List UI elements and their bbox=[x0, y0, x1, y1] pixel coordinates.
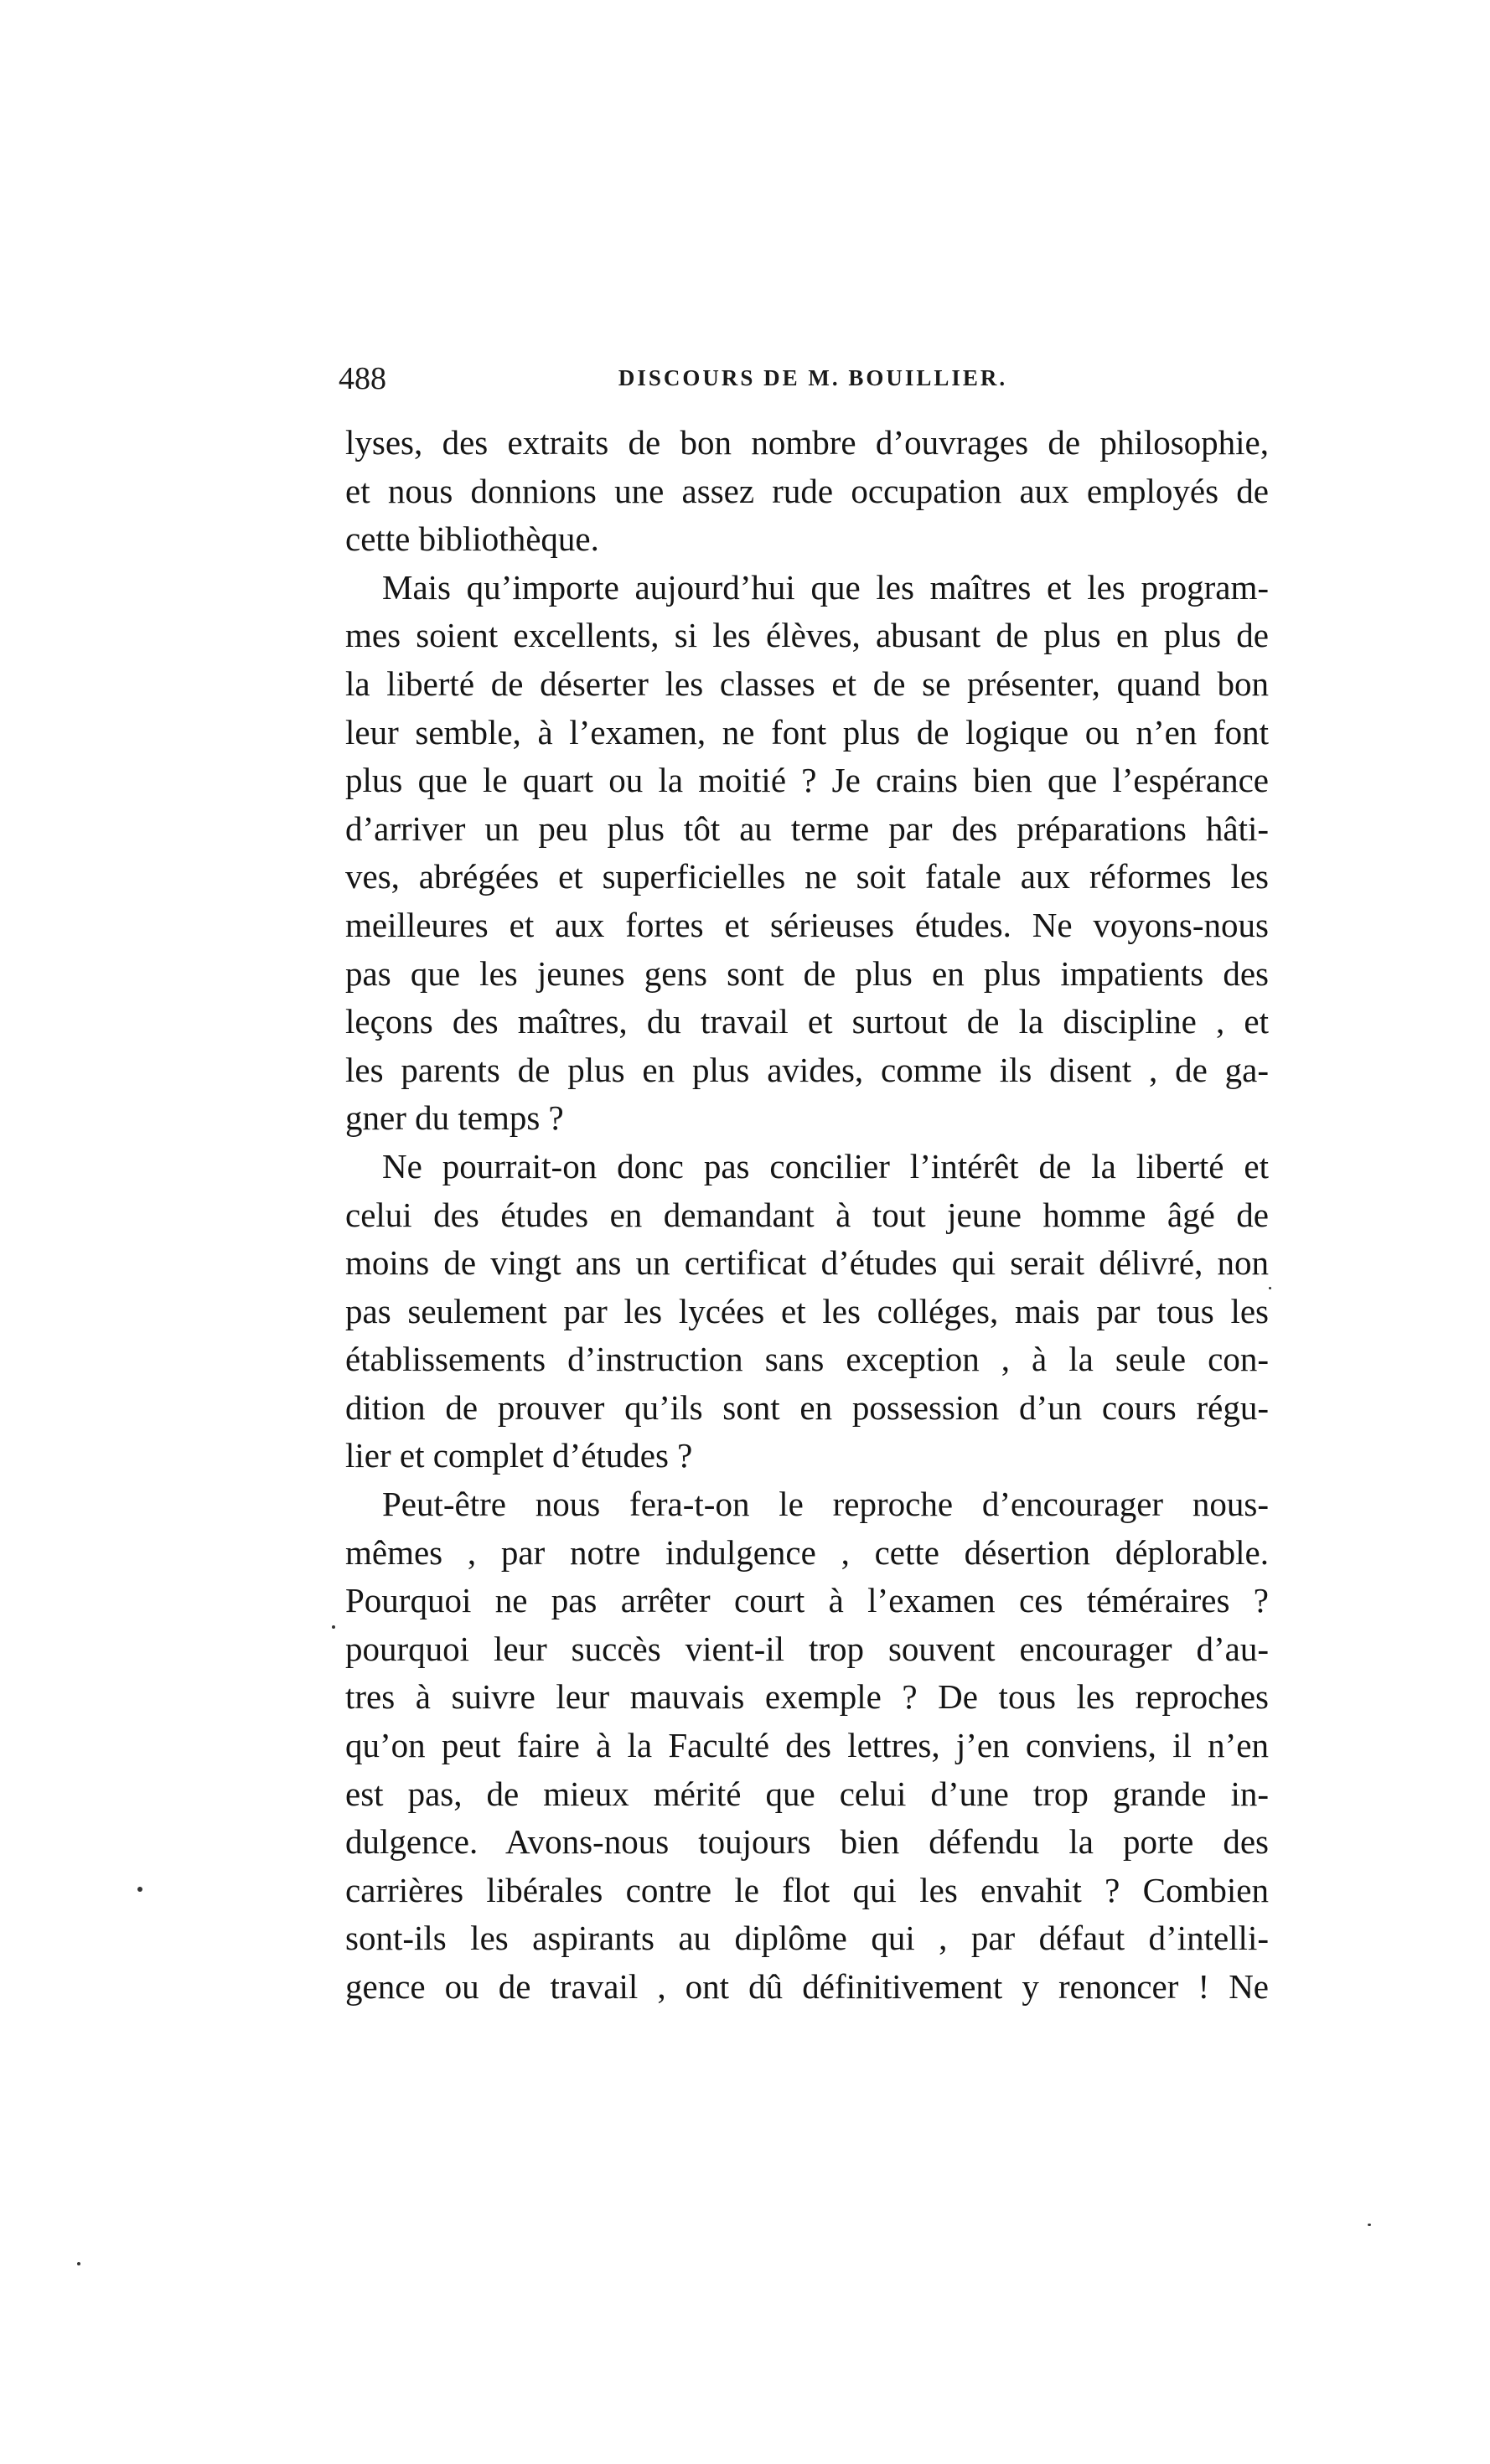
text-line: moins de vingt ans un certificat d’études qui serait délivré, non bbox=[345, 1243, 1269, 1283]
paragraph bbox=[345, 564, 1269, 1143]
text-line: cette bibliothèque. bbox=[345, 519, 599, 559]
paragraph bbox=[345, 1480, 1269, 2012]
paragraph bbox=[345, 1143, 1269, 1480]
text-line: pas que les jeunes gens sont de plus en plus impatients des bbox=[345, 953, 1269, 993]
text-line: d’arriver un peu plus tôt au terme par des préparations hâti- bbox=[345, 808, 1269, 848]
text-line: est pas, de mieux mérité que celui d’une trop grande in- bbox=[345, 1774, 1269, 1813]
text-line: meilleures et aux fortes et sérieuses études. Ne voyons-nous bbox=[345, 905, 1269, 944]
text-line: carrières libérales contre le flot qui les envahit ? Combien bbox=[345, 1870, 1269, 1909]
running-title: DISCOURS DE M. BOUILLIER. bbox=[618, 365, 1008, 390]
text-line: gence ou de travail , ont dû définitivement y renoncer ! Ne bbox=[345, 1967, 1269, 2006]
page-number: 488 bbox=[339, 361, 386, 396]
text-line: celui des études en demandant à tout jeune homme âgé de bbox=[345, 1195, 1269, 1234]
text-line: gner du temps ? bbox=[345, 1098, 564, 1138]
text-line: Ne pourrait-on donc pas concilier l’intérêt de la liberté et bbox=[382, 1146, 1269, 1186]
scan-speck bbox=[1269, 1287, 1271, 1289]
text-line: leçons des maîtres, du travail et surtout de la discipline , et bbox=[345, 1002, 1269, 1041]
text-line: Mais qu’importe aujourd’hui que les maîtres et les program- bbox=[382, 567, 1269, 607]
text-line: Peut-être nous fera-t-on le reproche d’encourager nous- bbox=[382, 1485, 1269, 1524]
text-line: lier et complet d’études ? bbox=[345, 1436, 693, 1475]
text-line: leur semble, à l’examen, ne font plus de logique ou n’en font bbox=[345, 712, 1269, 752]
text-line: sont-ils les aspirants au diplôme qui , par défaut d’intelli- bbox=[345, 1919, 1269, 1958]
scan-speck bbox=[137, 1887, 142, 1892]
scan-speck bbox=[332, 1625, 335, 1629]
scan-speck bbox=[1368, 2224, 1371, 2226]
text-line: lyses, des extraits de bon nombre d’ouvrages de philosophie, bbox=[345, 423, 1269, 462]
text-line: Pourquoi ne pas arrêter court à l’examen ces téméraires ? bbox=[345, 1581, 1269, 1620]
text-line: les parents de plus en plus avides, comme ils disent , de ga- bbox=[345, 1050, 1269, 1089]
text-line: dulgence. Avons-nous toujours bien défendu la porte des bbox=[345, 1822, 1269, 1862]
text-line: qu’on peut faire à la Faculté des lettres, j’en conviens, il n’en bbox=[345, 1726, 1269, 1765]
text-line: et nous donnions une assez rude occupation aux employés de bbox=[345, 471, 1269, 510]
body-text bbox=[345, 419, 1269, 2012]
paragraph bbox=[345, 419, 1269, 564]
text-line: tres à suivre leur mauvais exemple ? De tous les reproches bbox=[345, 1677, 1269, 1717]
text-line: ves, abrégées et superficielles ne soit fatale aux réformes les bbox=[345, 857, 1269, 896]
text-line: établissements d’instruction sans exception , à la seule con- bbox=[345, 1340, 1269, 1379]
text-line: dition de prouver qu’ils sont en possession d’un cours régu- bbox=[345, 1387, 1269, 1427]
text-line: mêmes , par notre indulgence , cette désertion déplorable. bbox=[345, 1532, 1269, 1572]
text-line: mes soient excellents, si les élèves, abusant de plus en plus de bbox=[345, 616, 1269, 655]
page-header bbox=[339, 360, 1270, 402]
text-line: pas seulement par les lycées et les colléges, mais par tous les bbox=[345, 1291, 1269, 1330]
scan-speck bbox=[77, 2262, 80, 2265]
text-line: la liberté de déserter les classes et de se présenter, quand bon bbox=[345, 664, 1269, 703]
text-line: plus que le quart ou la moitié ? Je crains bien que l’espérance bbox=[345, 761, 1269, 800]
text-line: pourquoi leur succès vient-il trop souvent encourager d’au- bbox=[345, 1629, 1269, 1668]
